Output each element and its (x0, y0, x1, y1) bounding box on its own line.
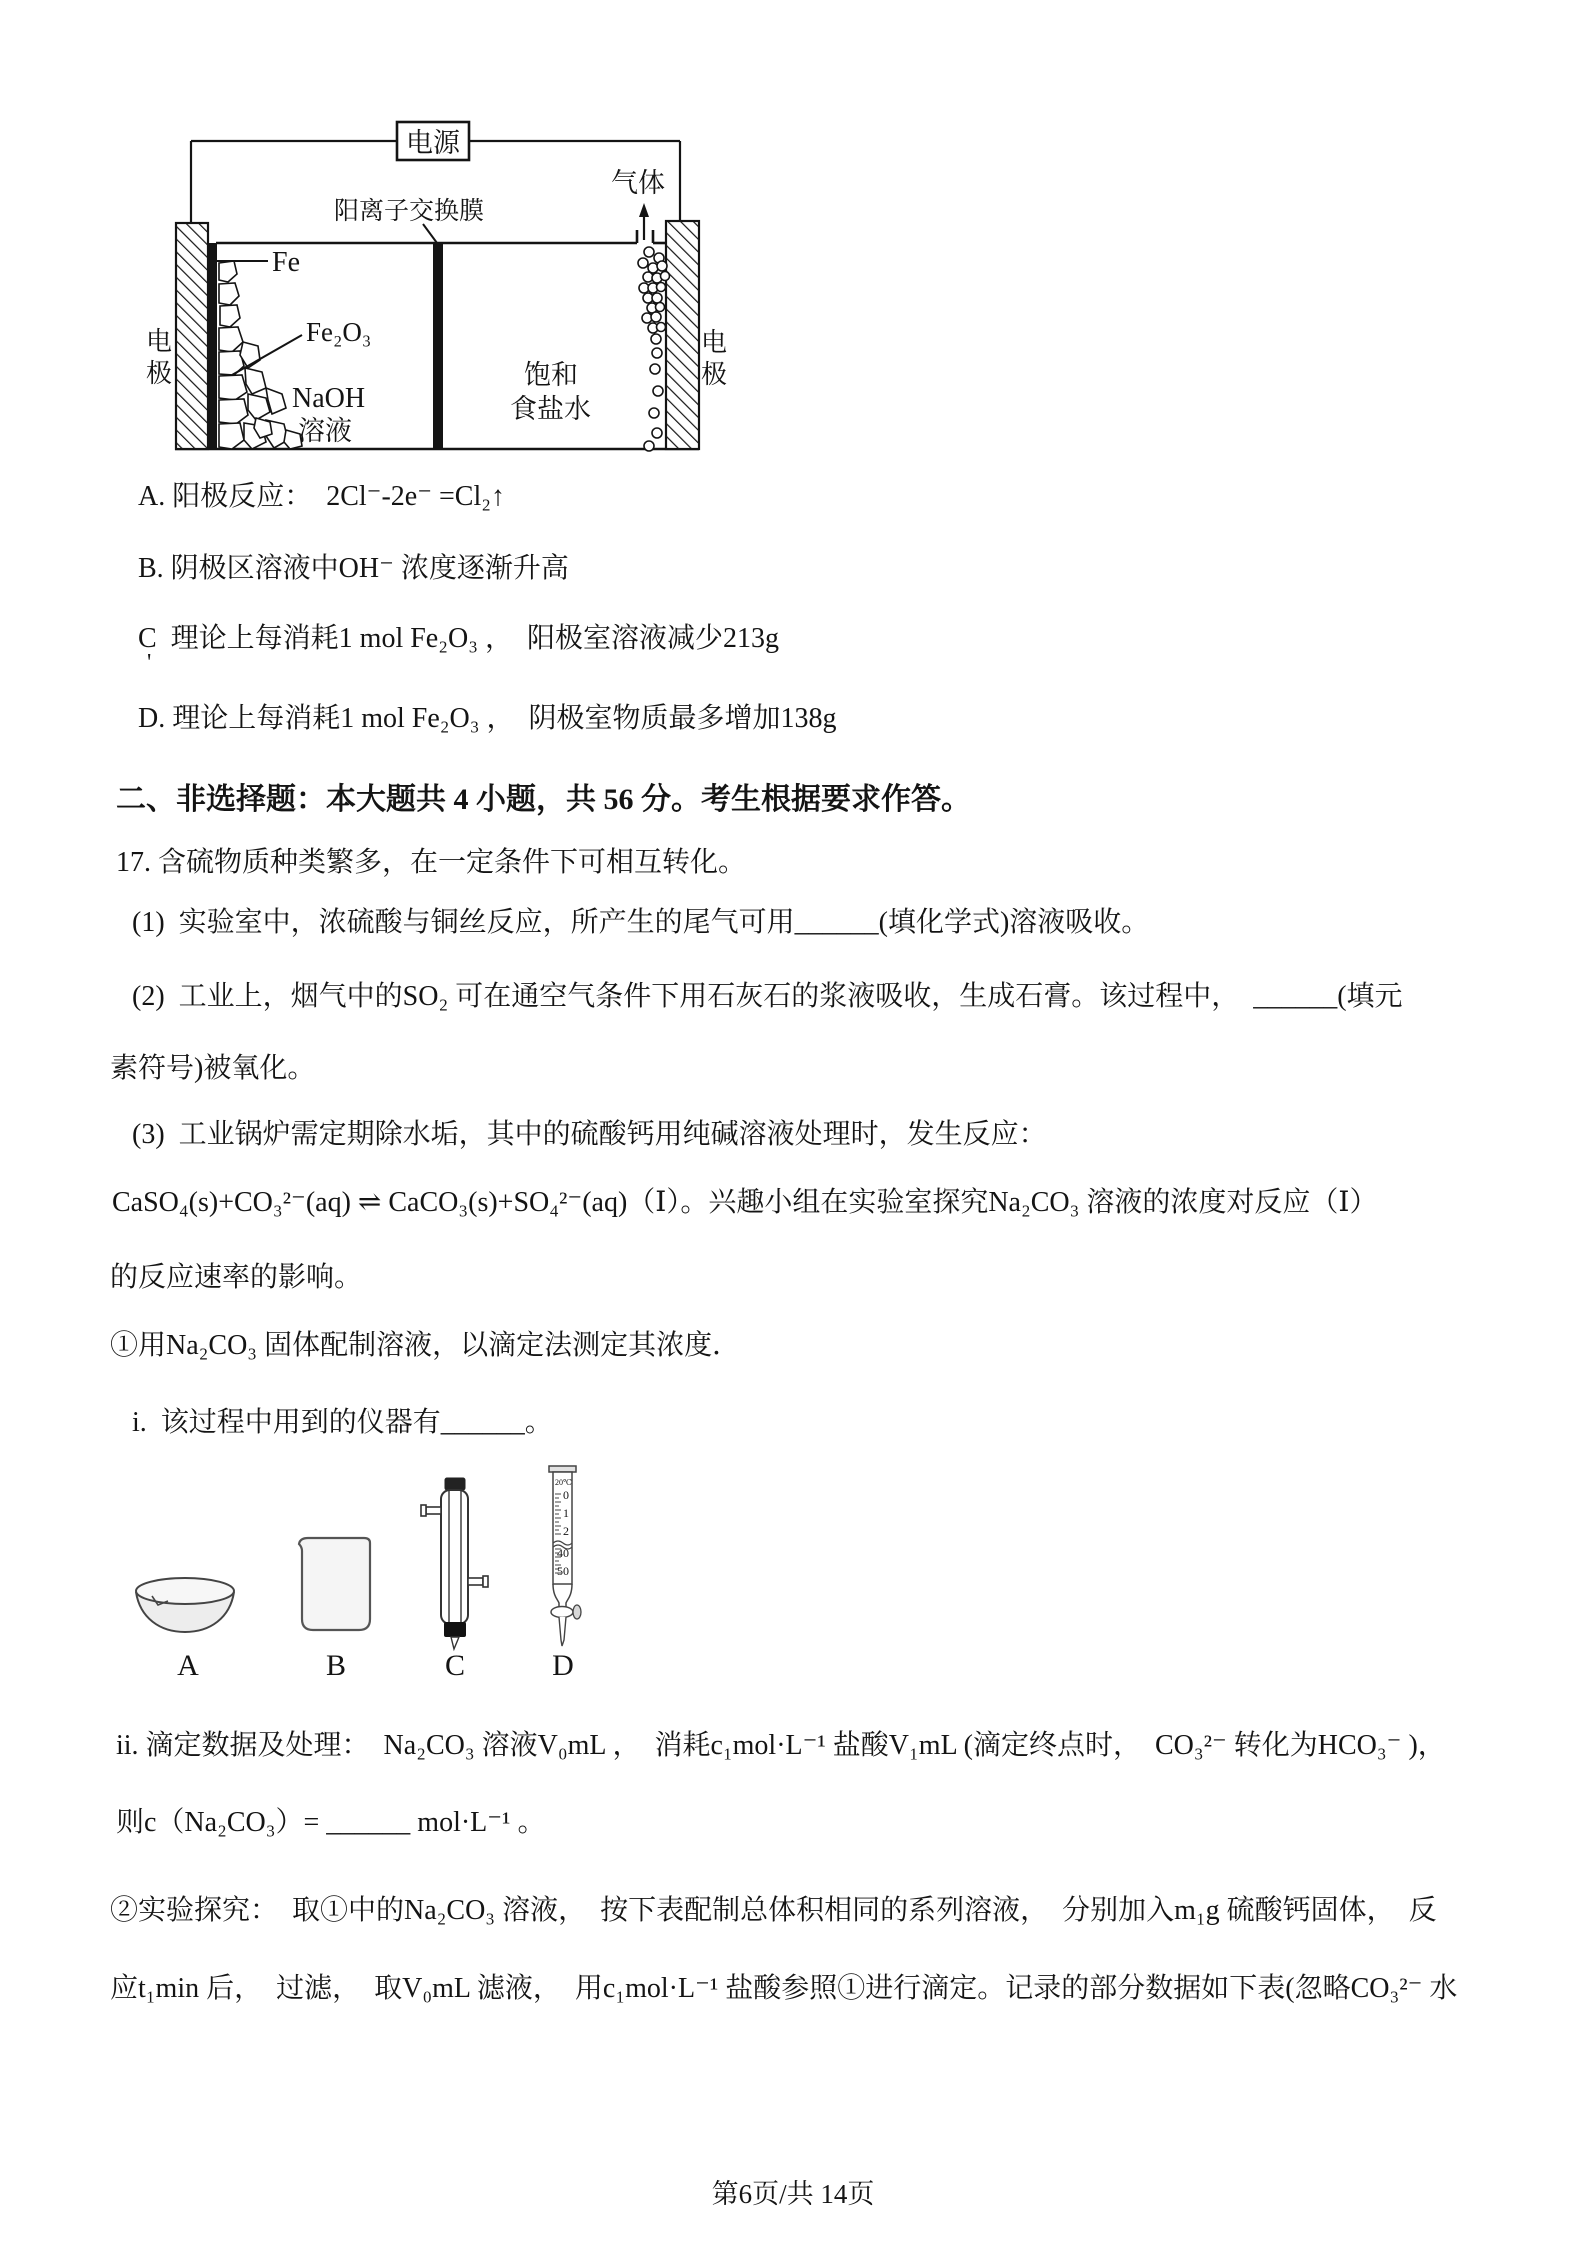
apparatus-label-a: A (177, 1649, 199, 1682)
burette-mark-40: 40 (557, 1546, 569, 1560)
apparatus-label-c: C (444, 1649, 466, 1682)
page-number-footer: 第6页/共 14页 (711, 2179, 875, 2209)
apparatus-label-d: D (552, 1649, 574, 1682)
right-electrode-label-1: 电 (701, 328, 728, 357)
burette-mark-1: 1 (563, 1506, 569, 1520)
naoh-label-line1: NaOH (292, 383, 366, 414)
option-c: C 理论上每消耗1 mol Fe₂O₃ ， 阳极室溶液减少213g (138, 623, 779, 654)
fe2o3-particles (219, 261, 302, 449)
left-electrode (176, 223, 208, 449)
burette-mark-2: 2 (563, 1524, 569, 1538)
fe2o3-label: Fe₂O₃ (306, 317, 372, 347)
burette-mark-0: 0 (563, 1488, 569, 1502)
condenser (421, 1478, 488, 1649)
fe-label: Fe (272, 247, 300, 278)
right-electrode (666, 221, 699, 449)
q17-equation-line1: CaSO₄(s)+CO₃²⁻(aq) ⇌ CaCO₃(s)+SO₄²⁻(aq)（Ⅰ）。兴趣小组在实验室探究Na₂CO₃ 溶液的浓度对反应（Ⅰ） (112, 1187, 1378, 1218)
q17-part3: (3) 工业锅炉需定期除水垢，其中的硫酸钙用纯碱溶液处理时，发生反应： (132, 1119, 1047, 1150)
brine-label-line2: 食盐水 (510, 394, 591, 424)
apparatus-label-b: B (325, 1649, 347, 1682)
q17-part2-line2: 素符号)被氧化。 (110, 1053, 316, 1084)
gas-label: 气体 (611, 168, 665, 198)
q17-step2-line2: 应t₁min 后， 过滤， 取V₀mL 滤液， 用c₁mol·L⁻¹ 盐酸参照①进行滴定。记录的部分数据如下表(忽略CO₃²⁻ 水 (110, 1973, 1458, 2004)
section-header: 二、非选择题：本大题共 4 小题，共 56 分。考生根据要求作答。 (116, 783, 971, 816)
q17-item-i: i. 该过程中用到的仪器有______。 (132, 1407, 553, 1438)
q17-intro: 17. 含硫物质种类繁多，在一定条件下可相互转化。 (116, 847, 747, 878)
left-electrode-label-2: 极 (146, 359, 173, 388)
option-c-stray-mark: ' (147, 650, 152, 676)
gas-arrow-head (639, 203, 649, 217)
membrane-label: 阳离子交换膜 (334, 198, 485, 225)
membrane-pointer-line (423, 224, 437, 243)
apparatus-figure (100, 1450, 640, 1695)
right-electrode-label-2: 极 (701, 360, 728, 389)
fe-coating-layer (208, 243, 217, 449)
q17-part2-line1: (2) 工业上，烟气中的SO₂ 可在通空气条件下用石灰石的浆液吸收，生成石膏。该过程中， ______(填元 (132, 981, 1403, 1012)
q17-item-ii-line2: 则c（Na₂CO₃）= ______ mol·L⁻¹ 。 (116, 1807, 546, 1838)
burette-mark-50: 50 (557, 1564, 569, 1578)
q17-step2-line1: ②实验探究： 取①中的Na₂CO₃ 溶液， 按下表配制总体积相同的系列溶液， 分别加入m₁g 硫酸钙固体， 反 (110, 1895, 1437, 1926)
q17-step1: ①用Na₂CO₃ 固体配制溶液，以滴定法测定其浓度． (110, 1330, 741, 1361)
option-d: D. 理论上每消耗1 mol Fe₂O₃ ， 阴极室物质最多增加138g (138, 703, 837, 734)
ion-exchange-membrane (433, 243, 443, 449)
q17-item-ii-line1: ii. 滴定数据及处理： Na₂CO₃ 溶液V₀mL ， 消耗c₁mol·L⁻¹ 盐酸V₁mL (滴定终点时， CO₃²⁻ 转化为HCO₃⁻ )， (116, 1730, 1446, 1761)
left-electrode-label-1: 电 (146, 327, 173, 356)
beaker (299, 1538, 370, 1630)
option-b: B. 阴极区溶液中OH⁻ 浓度逐渐升高 (138, 553, 569, 584)
burette-temp-mark: 20℃ (555, 1478, 572, 1487)
naoh-label-line2: 溶液 (298, 416, 352, 446)
power-source-label: 电源 (406, 128, 460, 158)
burette (549, 1466, 581, 1646)
brine-label-line1: 饱和 (524, 360, 578, 390)
gas-bubbles (638, 247, 670, 451)
electrolysis-diagram (0, 0, 790, 480)
option-a: A. 阳极反应： 2Cl⁻-2e⁻ =Cl₂↑ (138, 481, 505, 512)
q17-equation-line2: 的反应速率的影响。 (110, 1262, 363, 1293)
evaporating-dish (136, 1578, 234, 1632)
q17-part1: (1) 实验室中，浓硫酸与铜丝反应，所产生的尾气可用______(填化学式)溶液吸收。 (132, 907, 1150, 938)
